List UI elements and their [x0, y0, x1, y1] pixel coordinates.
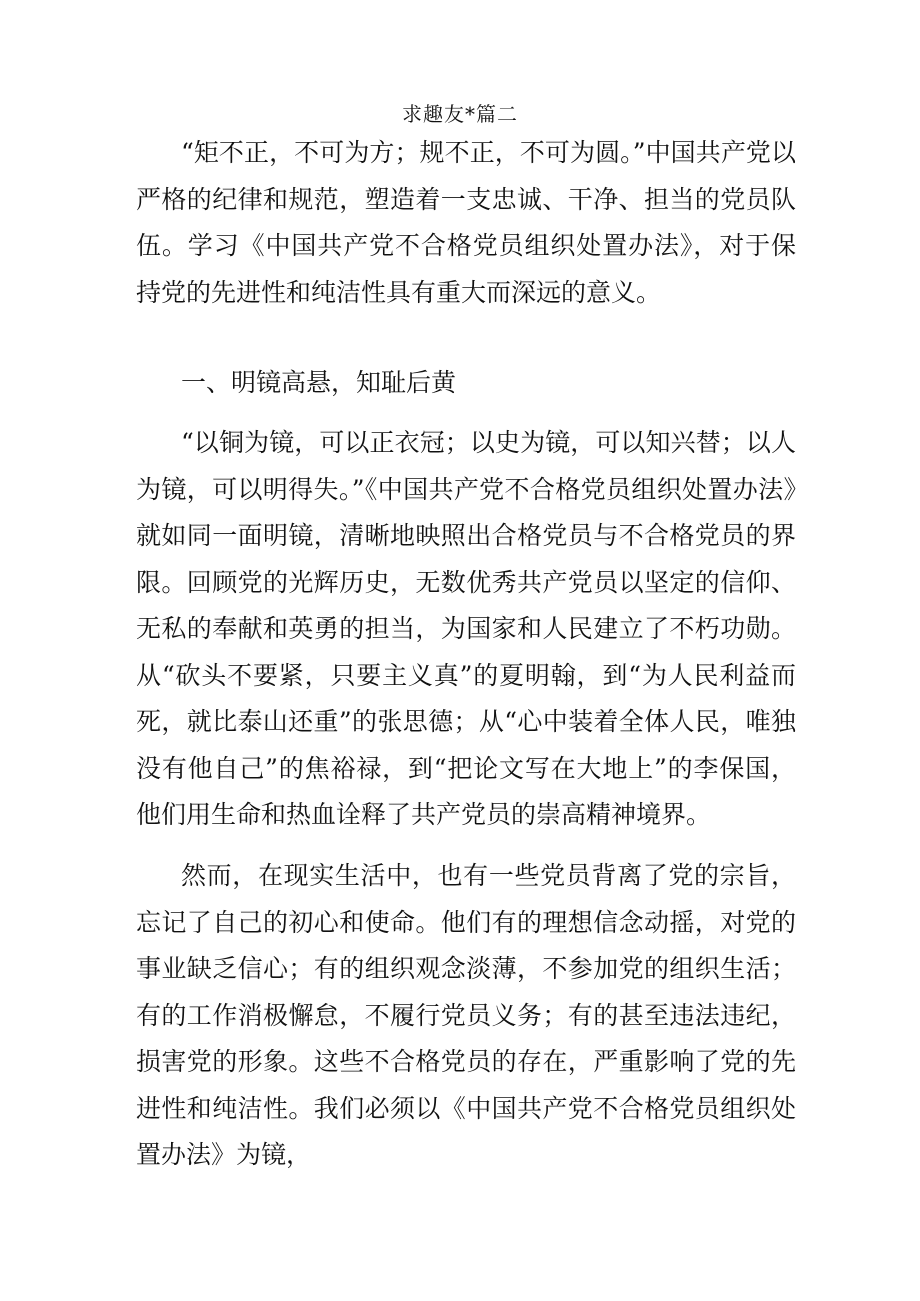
paragraph-intro: “矩不正，不可为方；规不正，不可为圆。”中国共产党以严格的纪律和规范，塑造着一支忠诚、干净、担当的党员队伍。学习《中国共产党不合格党员组织处置办法》，对于保持党的先进性和纯洁性具有重大而深远的意义。 [136, 138, 796, 307]
paragraph-reality: 然而，在现实生活中，也有一些党员背离了党的宗旨，忘记了自己的初心和使命。他们有的理想信念动摇，对党的事业缺乏信心；有的组织观念淡薄，不参加党的组织生活；有的工作消极懈怠，不履行党员义务；有的甚至违法违纪，损害党的形象。这些不合格党员的存在，严重影响了党的先进性和纯洁性。我们必须以《中国共产党不合格党员组织处置办法》为镜， [136, 861, 796, 1169]
paragraph-mirror: “以铜为镜，可以正衣冠；以史为镜，可以知兴替；以人为镜，可以明得失。”《中国共产党不合格党员组织处置办法》就如同一面明镜，清晰地映照出合格党员与不合格党员的界限。回顾党的光辉历史，无数优秀共产党员以坚定的信仰、无私的奉献和英勇的担当，为国家和人民建立了不朽功勋。从“砍头不要紧，只要主义真”的夏明翰，到“为人民利益而死，就比泰山还重”的张思德；从“心中装着全体人民，唯独没有他自己”的焦裕禄，到“把论文写在大地上”的李保国，他们用生命和热血诠释了共产党员的崇高精神境界。 [136, 428, 796, 829]
section-heading: 一、明镜高悬，知耻后黄 [181, 368, 457, 397]
page-header-title: 求趣友*篇二 [402, 102, 518, 126]
